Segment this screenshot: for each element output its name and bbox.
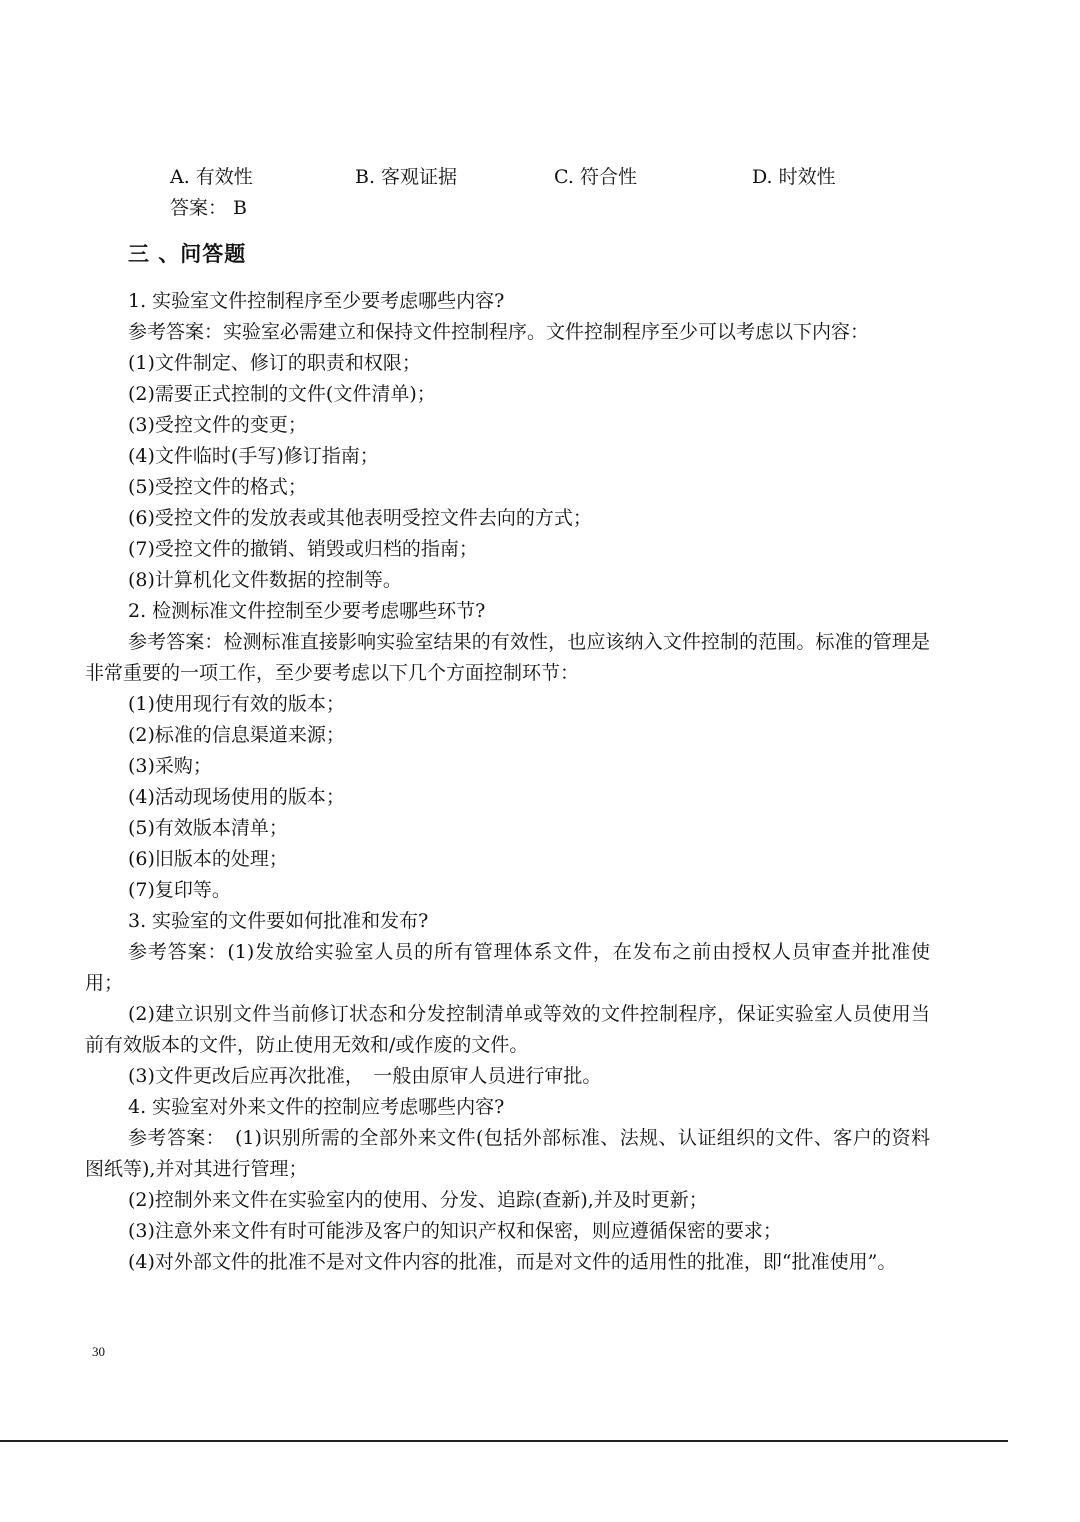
question-4: 4. 实验室对外来文件的控制应考虑哪些内容? bbox=[128, 1096, 505, 1118]
answer-2-item: (4)活动现场使用的版本； bbox=[128, 786, 345, 808]
answer-2-item: (1)使用现行有效的版本； bbox=[128, 693, 345, 715]
footer-divider bbox=[0, 1440, 1008, 1442]
answer-1-item: (7)受控文件的撤销、销毁或归档的指南； bbox=[128, 538, 478, 560]
body-text bbox=[85, 286, 930, 1278]
answer-1-item: (3)受控文件的变更； bbox=[128, 414, 307, 436]
answer-4-item: 参考答案： (1)识别所需的全部外来文件(包括外部标准、法规、认证组织的文件、客户的资料图纸等),并对其进行管理； bbox=[85, 1127, 930, 1180]
answer-2-intro: 参考答案：检测标准直接影响实验室结果的有效性，也应该纳入文件控制的范围。标准的管理是非常重要的一项工作，至少要考虑以下几个方面控制环节： bbox=[85, 631, 930, 684]
page-number: 30 bbox=[92, 1344, 105, 1359]
question-2: 2. 检测标准文件控制至少要考虑哪些环节? bbox=[128, 600, 486, 622]
answer-1-item: (2)需要正式控制的文件(文件清单)； bbox=[128, 383, 436, 405]
answer-1-intro: 参考答案：实验室必需建立和保持文件控制程序。文件控制程序至少可以考虑以下内容： bbox=[128, 321, 870, 343]
multiple-choice-options bbox=[170, 162, 890, 192]
choice-d: D. 时效性 bbox=[752, 166, 836, 188]
answer-4-item: (2)控制外来文件在实验室内的使用、分发、追踪(查新),并及时更新； bbox=[128, 1189, 708, 1211]
answer-2-item: (6)旧版本的处理； bbox=[128, 848, 288, 870]
answer-2-item: (3)采购； bbox=[128, 755, 212, 777]
section-title: 三 、问答题 bbox=[128, 242, 247, 266]
answer-4-item: (3)注意外来文件有时可能涉及客户的知识产权和保密，则应遵循保密的要求； bbox=[128, 1220, 782, 1242]
answer-1-item: (8)计算机化文件数据的控制等。 bbox=[128, 569, 402, 591]
answer-4-item: (4)对外部文件的批准不是对文件内容的批准，而是对文件的适用性的批准，即“批准使用”。 bbox=[128, 1251, 897, 1273]
choice-b: B. 客观证据 bbox=[355, 166, 458, 188]
answer-1-item: (1)文件制定、修订的职责和权限； bbox=[128, 352, 421, 374]
answer-3-item: 参考答案：(1)发放给实验室人员的所有管理体系文件，在发布之前由授权人员审查并批准使用； bbox=[85, 941, 930, 994]
question-3: 3. 实验室的文件要如何批准和发布? bbox=[128, 910, 429, 932]
choice-c: C. 符合性 bbox=[554, 166, 637, 188]
answer-1-item: (6)受控文件的发放表或其他表明受控文件去向的方式； bbox=[128, 507, 592, 529]
answer-2-item: (2)标准的信息渠道来源； bbox=[128, 724, 345, 746]
answer-3-item: (2)建立识别文件当前修订状态和分发控制清单或等效的文件控制程序，保证实验室人员使用当前有效版本的文件，防止使用无效和/或作废的文件。 bbox=[85, 1003, 930, 1056]
question-1: 1. 实验室文件控制程序至少要考虑哪些内容? bbox=[128, 290, 505, 312]
answer-line: 答案： B bbox=[170, 197, 248, 219]
answer-2-item: (7)复印等。 bbox=[128, 879, 231, 901]
answer-1-item: (5)受控文件的格式； bbox=[128, 476, 307, 498]
answer-3-item: (3)文件更改后应再次批准， 一般由原审人员进行审批。 bbox=[128, 1065, 602, 1087]
choice-a: A. 有效性 bbox=[170, 166, 253, 188]
answer-1-item: (4)文件临时(手写)修订指南； bbox=[128, 445, 379, 467]
answer-2-item: (5)有效版本清单； bbox=[128, 817, 288, 839]
